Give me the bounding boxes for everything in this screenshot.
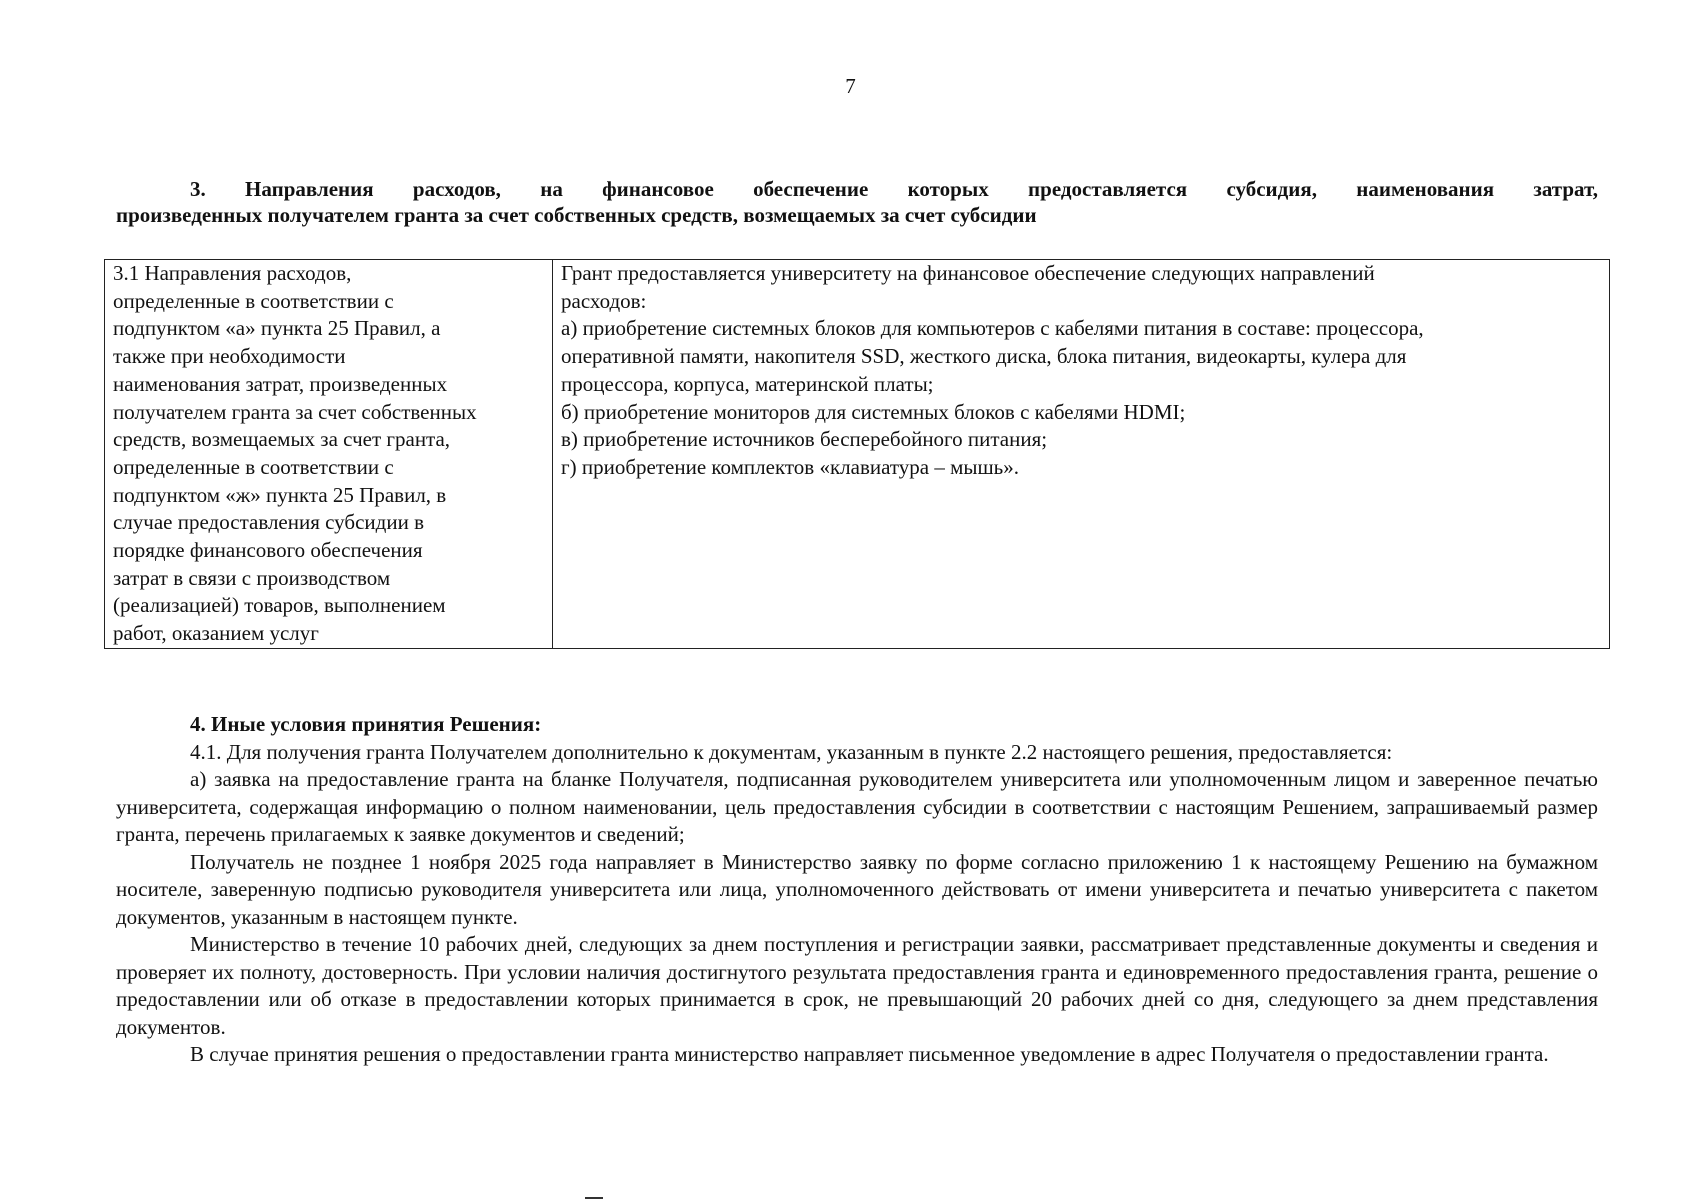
right-cell-line: расходов: bbox=[561, 288, 647, 313]
section-4-paragraph: Получатель не позднее 1 ноября 2025 года направляет в Министерство заявку по форме согласно приложению 1 к настоящему Решению на бумажном носителе, заверенную подписью руководителя университета или лица, уполномоченного действовать от имени университета и печатью университета с пакетом документов, указанным в настоящем пункте. bbox=[116, 849, 1598, 929]
section-4-heading: 4. Иные условия принятия Решения: bbox=[190, 712, 542, 736]
section-3-heading-line-1: 3. Направления расходов, на финансовое обеспечение которых предоставляется субсидия, наименования затрат, bbox=[190, 177, 1598, 201]
section-3-heading bbox=[116, 176, 1598, 228]
footer-divider bbox=[585, 1197, 603, 1199]
section-4-paragraph: 4.1. Для получения гранта Получателем дополнительно к документам, указанным в пункте 2.2 настоящего решения, предоставляется: bbox=[190, 739, 1393, 764]
left-cell-line: наименования затрат, произведенных bbox=[113, 371, 448, 396]
left-cell-line: 3.1 Направления расходов, bbox=[113, 261, 352, 285]
right-cell-line: а) приобретение системных блоков для компьютеров с кабелями питания в составе: процессора, bbox=[561, 316, 1424, 341]
left-cell-line: (реализацией) товаров, выполнением bbox=[113, 593, 446, 618]
right-cell-line: оперативной памяти, накопителя SSD, жесткого диска, блока питания, видеокарты, кулера для bbox=[561, 344, 1407, 369]
right-cell-line: Грант предоставляется университету на финансовое обеспечение следующих направлений bbox=[561, 261, 1375, 285]
right-cell-line: процессора, корпуса, материнской платы; bbox=[561, 371, 934, 396]
left-cell-line: также при необходимости bbox=[113, 344, 346, 369]
section-4-paragraph: Министерство в течение 10 рабочих дней, следующих за днем поступления и регистрации заявки, рассматривает представленные документы и сведения и проверяет их полноту, достоверность. При условии наличия достигнутого результата предоставления гранта и единовременного предоставления гранта, решение о предоставлении или об отказе в предоставлении которых принимается в срок, не превышающий 20 рабочих дней со дня, следующего за днем представления документов. bbox=[116, 932, 1598, 1039]
table-row bbox=[105, 260, 1610, 649]
section-4-paragraph: В случае принятия решения о предоставлении гранта министерство направляет письменное уведомление в адрес Получателя о предоставлении гранта. bbox=[190, 1042, 1549, 1066]
left-cell-line: работ, оказанием услуг bbox=[113, 621, 319, 646]
right-cell-line: в) приобретение источников бесперебойного питания; bbox=[561, 427, 1048, 452]
left-cell-line: подпунктом «ж» пункта 25 Правил, в bbox=[113, 482, 447, 507]
left-cell-line: средств, возмещаемых за счет гранта, bbox=[113, 427, 451, 452]
page-number: 7 bbox=[845, 74, 856, 98]
directions-content-cell bbox=[553, 260, 1610, 649]
right-cell-line: б) приобретение мониторов для системных блоков с кабелями HDMI; bbox=[561, 399, 1186, 424]
expense-directions-table bbox=[104, 259, 1610, 649]
section-3-heading-line-2: произведенных получателем гранта за счет собственных средств, возмещаемых за счет субсидии bbox=[116, 203, 1037, 227]
left-cell-line: определенные в соответствии с bbox=[113, 288, 394, 313]
left-cell-line: получателем гранта за счет собственных bbox=[113, 399, 477, 424]
left-cell-line: затрат в связи с производством bbox=[113, 565, 391, 590]
left-cell-line: подпунктом «а» пункта 25 Правил, а bbox=[113, 316, 441, 341]
section-4-paragraph: а) заявка на предоставление гранта на бланке Получателя, подписанная руководителем университета или уполномоченным лицом и заверенное печатью университета, содержащая информацию о полном наименовании, цель предоставления субсидии в соответствии с настоящим Решением, запрашиваемый размер гранта, перечень прилагаемых к заявке документов и сведений; bbox=[116, 767, 1598, 846]
directions-label-cell bbox=[105, 260, 553, 649]
left-cell-line: случае предоставления субсидии в bbox=[113, 510, 424, 535]
right-cell-line: г) приобретение комплектов «клавиатура – мышь». bbox=[561, 454, 1019, 479]
left-cell-line: порядке финансового обеспечения bbox=[113, 538, 423, 563]
section-4 bbox=[116, 711, 1598, 1069]
left-cell-line: определенные в соответствии с bbox=[113, 454, 394, 479]
